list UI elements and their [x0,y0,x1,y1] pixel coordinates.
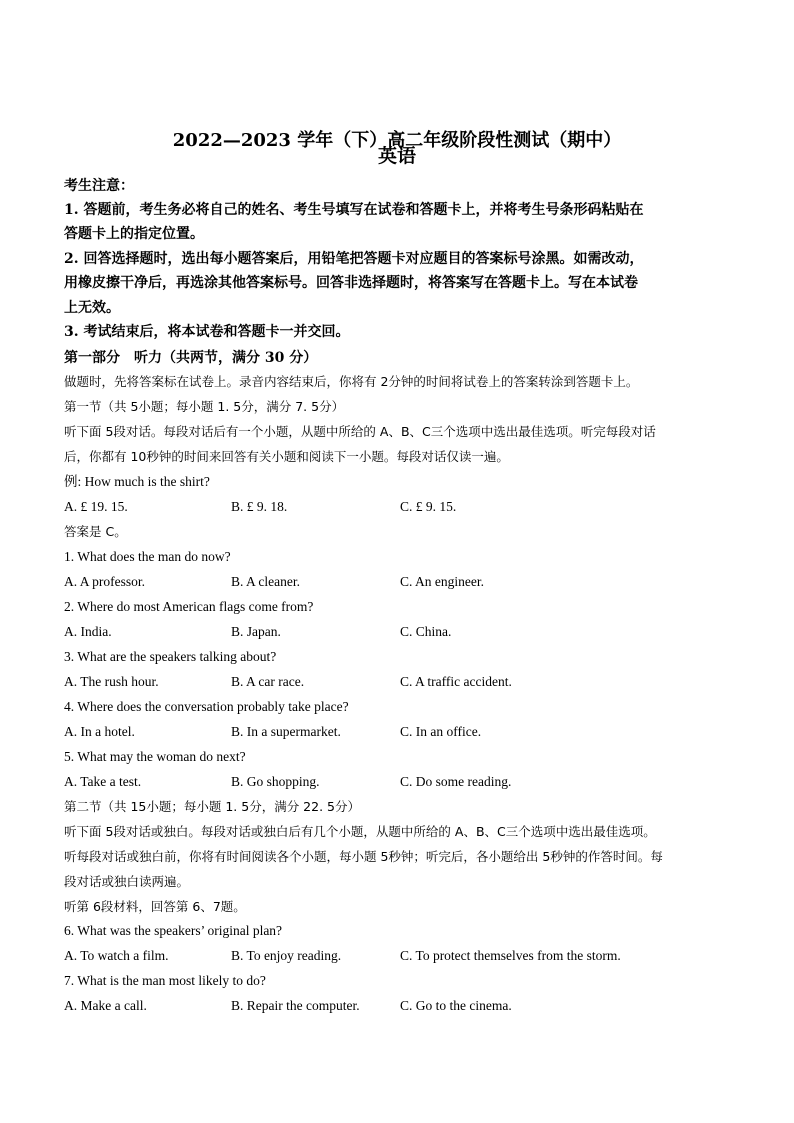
question-1: 1. What does the man do now? [64,549,231,564]
section1-instruction-cont: 后，你都有 10秒钟的时间来回答有关小题和阅读下一小题。每段对话仅读一遍。 [64,449,509,464]
section1-instruction: 听下面 5段对话。每段对话后有一个小题，从题中所给的 A、B、C三个选项中选出最佳选项。听完每段对话 [64,424,656,439]
question-7-option-a: A. Make a call. [64,998,147,1013]
exam-title: 2022—2023 学年（下）高二年级阶段性测试（期中） [172,130,622,151]
question-4-option-b: B. In a supermarket. [231,724,341,739]
section2-instruction-cont: 听每段对话或独白前，你将有时间阅读各个小题，每小题 5秒钟；听完后，各小题给出 5秒钟的作答时间。每 [64,849,663,864]
section2-instruction-end: 段对话或独白读两遍。 [64,874,190,889]
part1-heading: 第一部分 听力（共两节，满分 30 分） [64,350,318,366]
question-6-option-b: B. To enjoy reading. [231,948,342,963]
notice-item-1-cont: 答题卡上的指定位置。 [64,226,204,242]
question-7-option-c: C. Go to the cinema. [400,998,512,1013]
part1-instruction: 做题时，先将答案标在试卷上。录音内容结束后，你将有 2分钟的时间将试卷上的答案转涂到答题卡上。 [64,374,639,389]
notice-item-3: 3. 考试结束后，将本试卷和答题卡一并交回。 [64,324,350,340]
material-6-note: 听第 6段材料，回答第 6、7题。 [64,899,246,914]
notice-item-2-end: 上无效。 [64,300,120,316]
section2-instruction: 听下面 5段对话或独白。每段对话或独白后有几个小题，从题中所给的 A、B、C三个选项中选出最佳选项。 [64,824,656,839]
question-5-option-b: B. Go shopping. [231,774,320,789]
question-3: 3. What are the speakers talking about? [64,649,277,664]
question-3-option-b: B. A car race. [231,674,305,689]
question-5: 5. What may the woman do next? [64,749,246,764]
notice-item-2-cont: 用橡皮擦干净后，再选涂其他答案标号。回答非选择题时，将答案写在答题卡上。写在本试卷 [64,275,638,291]
question-4-option-c: C. In an office. [400,724,482,739]
notice-item-1: 1. 答题前，考生务必将自己的姓名、考生号填写在试卷和答题卡上，并将考生号条形码粘贴在 [64,202,644,218]
question-6-option-a: A. To watch a film. [64,948,169,963]
question-5-option-c: C. Do some reading. [400,774,512,789]
question-7-option-b: B. Repair the computer. [231,998,360,1013]
section2-heading: 第二节（共 15小题；每小题 1. 5分，满分 22. 5分） [64,799,360,814]
exam-subject: 英语 [377,145,416,167]
question-1-option-b: B. A cleaner. [231,574,300,589]
question-3-option-c: C. A traffic accident. [400,674,512,689]
notice-heading: 考生注意： [64,178,134,194]
question-4: 4. Where does the conversation probably take place? [64,699,349,714]
question-1-option-c: C. An engineer. [400,574,484,589]
example-option-a: A. £ 19. 15. [64,499,128,514]
example-option-b: B. £ 9. 18. [231,499,288,514]
question-7: 7. What is the man most likely to do? [64,973,266,988]
section1-heading: 第一节（共 5小题；每小题 1. 5分，满分 7. 5分） [64,399,345,414]
question-1-option-a: A. A professor. [64,574,145,589]
question-6-option-c: C. To protect themselves from the storm. [400,948,621,963]
question-6: 6. What was the speakers’ original plan? [64,923,283,938]
question-2: 2. Where do most American flags come from? [64,599,314,614]
question-4-option-a: A. In a hotel. [64,724,135,739]
example-answer: 答案是 C。 [64,524,127,539]
question-5-option-a: A. Take a test. [64,774,142,789]
question-2-option-a: A. India. [64,624,112,639]
question-2-option-b: B. Japan. [231,624,281,639]
notice-item-2: 2. 回答选择题时，选出每小题答案后，用铅笔把答题卡对应题目的答案标号涂黑。如需改动， [64,251,644,267]
example-question: 例: How much is the shirt? [64,474,210,489]
example-option-c: C. £ 9. 15. [400,499,457,514]
question-2-option-c: C. China. [400,624,452,639]
question-3-option-a: A. The rush hour. [64,674,159,689]
